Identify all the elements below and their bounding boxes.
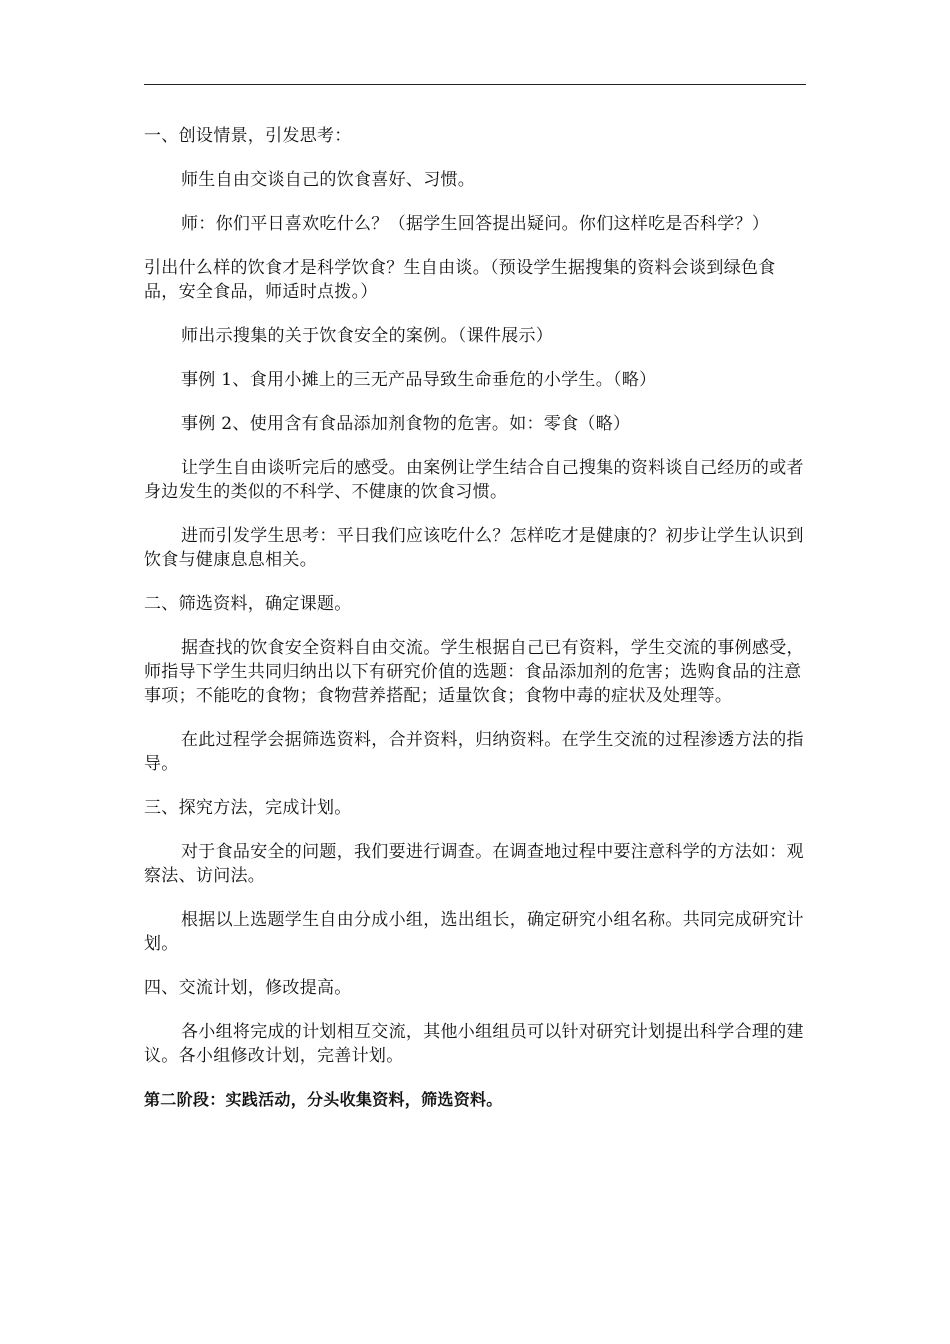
paragraph: 引出什么样的饮食才是科学饮食？生自由谈。（预设学生据搜集的资料会谈到绿色食品，安全食品，师适时点拨。） <box>144 258 776 302</box>
paragraph: 进而引发学生思考：平日我们应该吃什么？怎样吃才是健康的？初步让学生认识到饮食与健康息息相关。 <box>144 526 804 570</box>
header-rule <box>144 84 806 85</box>
section-heading-3: 三、探究方法，完成计划。 <box>144 798 352 818</box>
paragraph: 对于食品安全的问题，我们要进行调查。在调查地过程中要注意科学的方法如：观察法、访问法。 <box>144 842 804 886</box>
paragraph: 师：你们平日喜欢吃什么？（据学生回答提出疑问。你们这样吃是否科学？） <box>181 214 770 234</box>
section-heading-1: 一、创设情景，引发思考： <box>144 126 352 146</box>
paragraph: 事例 2、使用含有食品添加剂食物的危害。如：零食（略） <box>181 414 631 434</box>
paragraph: 师出示搜集的关于饮食安全的案例。（课件展示） <box>181 326 554 346</box>
paragraph: 各小组将完成的计划相互交流，其他小组组员可以针对研究计划提出科学合理的建议。各小组修改计划，完善计划。 <box>144 1022 804 1066</box>
section-heading-4: 四、交流计划，修改提高。 <box>144 978 352 998</box>
paragraph: 根据以上选题学生自由分成小组，选出组长，确定研究小组名称。共同完成研究计划。 <box>144 910 804 954</box>
section-heading-2: 二、筛选资料，确定课题。 <box>144 594 352 614</box>
document-body <box>144 124 806 1112</box>
paragraph: 据查找的饮食安全资料自由交流。学生根据自己已有资料，学生交流的事例感受，师指导下学生共同归纳出以下有研究价值的选题：食品添加剂的危害；选购食品的注意事项；不能吃的食物；食物营养搭配；适量饮食；食物中毒的症状及处理等。 <box>144 638 804 706</box>
stage-heading: 第二阶段：实践活动，分头收集资料，筛选资料。 <box>144 1090 503 1109</box>
paragraph: 师生自由交谈自己的饮食喜好、习惯。 <box>181 170 476 190</box>
paragraph: 在此过程学会据筛选资料，合并资料，归纳资料。在学生交流的过程渗透方法的指导。 <box>144 730 804 774</box>
paragraph: 让学生自由谈听完后的感受。由案例让学生结合自己搜集的资料谈自己经历的或者身边发生的类似的不科学、不健康的饮食习惯。 <box>144 458 804 502</box>
paragraph: 事例 1、食用小摊上的三无产品导致生命垂危的小学生。（略） <box>181 370 657 390</box>
